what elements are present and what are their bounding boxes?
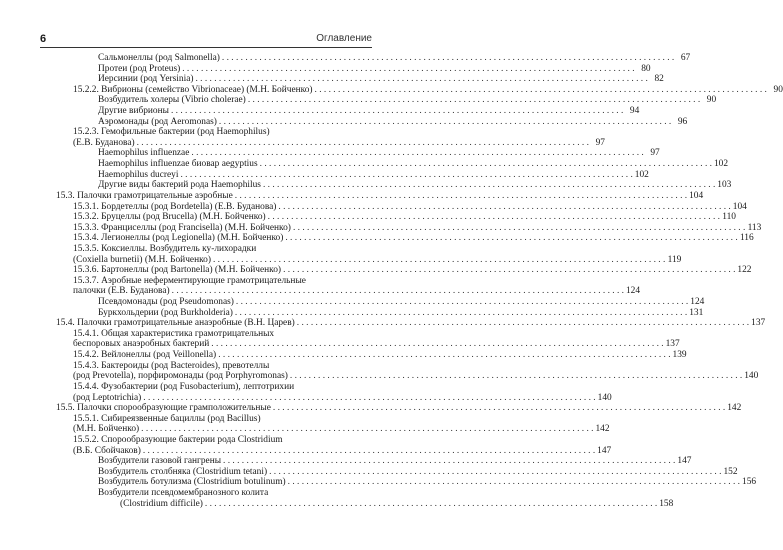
toc-entry-page: 124 (690, 297, 705, 308)
toc-entry-page: 102 (634, 169, 649, 180)
toc-entry[interactable] (56, 137, 605, 149)
toc-entry-title: 15.3.4. Легионеллы (род Legionella) (М.Н. Бойченко) (73, 233, 284, 244)
toc-entry[interactable] (56, 106, 640, 117)
toc-entry-title: 15.4. Палочки грамотрицательные анаэробные (В.Н. Царев) (56, 318, 295, 329)
toc-entry-page: 122 (737, 265, 752, 276)
toc-entry[interactable] (56, 477, 757, 488)
dot-leader (182, 64, 634, 75)
toc-entry[interactable] (56, 63, 651, 75)
dot-leader (180, 170, 632, 181)
toc-entry[interactable] (56, 403, 742, 414)
toc-entry-page: 80 (641, 63, 651, 74)
toc-entry-title: 15.5. Палочки спорообразующие грамположительные (56, 403, 271, 414)
dot-leader (211, 339, 663, 350)
dot-leader (263, 180, 715, 191)
toc-entry-title: 15.4.3. Бактероиды (род Bacteroides), превотеллы (73, 360, 270, 371)
toc-entry-title: 15.3.6. Бартонеллы (род Bartonella) (М.Н. Бойченко) (73, 265, 282, 276)
dot-leader (223, 456, 675, 467)
dot-leader (297, 318, 749, 329)
toc-entry-title: Другие виды бактерий рода Haemophilus (98, 180, 261, 191)
dot-leader (235, 191, 687, 202)
toc-entry-title: 15.4.4. Фузобактерии (род Fusobacterium), лептотрихии (73, 381, 295, 392)
toc-entry-page: 142 (595, 424, 610, 435)
toc-entry-title: 15.3.2. Бруцеллы (род Brucella) (М.Н. Бойченко) (73, 212, 266, 223)
toc-entry[interactable] (56, 84, 783, 96)
toc-entry[interactable] (56, 318, 766, 329)
toc-entry[interactable] (56, 233, 754, 244)
dot-leader (293, 223, 745, 234)
toc-entry-page: 82 (654, 74, 664, 85)
dot-leader (143, 446, 595, 457)
toc-entry-title: Протеи (род Proteus) (98, 63, 181, 74)
toc-entry-page: 104 (732, 201, 747, 212)
toc-entry[interactable] (56, 339, 680, 350)
toc-entry-page: 90 (773, 84, 783, 95)
toc-entry-page: 103 (717, 180, 732, 191)
toc-entry-title: Haemophilus influenzae биовар aegyptius (98, 159, 258, 170)
page-header (0, 0, 412, 52)
toc-entry[interactable] (56, 244, 374, 255)
toc-entry[interactable] (56, 265, 752, 276)
dot-leader (269, 467, 721, 478)
toc-entry-title: палочки (Е.В. Буданова) (73, 286, 170, 297)
toc-entry-page: 97 (650, 148, 660, 159)
toc-entry-title: Сальмонеллы (род Salmonella) (98, 53, 220, 63)
dot-leader (268, 212, 720, 223)
toc-entry[interactable] (56, 424, 610, 435)
toc-entry[interactable] (56, 201, 747, 213)
toc-entry-title: (Clostridium difficile) (120, 498, 203, 509)
toc-entry[interactable] (56, 180, 732, 191)
toc-entry-title: Haemophilus ducreyi (98, 169, 179, 180)
toc-entry[interactable] (56, 254, 682, 266)
dot-leader (278, 202, 730, 213)
toc-entry-page: 110 (722, 212, 736, 223)
toc-entry[interactable] (56, 297, 705, 308)
toc-entry-page: 96 (677, 116, 688, 127)
dot-leader (191, 148, 643, 159)
dot-leader (143, 393, 595, 404)
toc-entry-page: 142 (727, 403, 742, 414)
toc-entry-page: 90 (706, 95, 717, 106)
toc-entry[interactable] (56, 212, 736, 223)
dot-leader (290, 371, 742, 382)
toc-entry-page: 94 (629, 106, 640, 117)
toc-entry[interactable] (56, 329, 374, 340)
toc-entry[interactable] (56, 445, 612, 457)
toc-entry-page: 116 (739, 233, 754, 244)
toc-entry-title: Возбудители газовой гангрены (98, 456, 222, 467)
toc-entry-page: 124 (625, 286, 641, 297)
toc-entry[interactable] (56, 169, 649, 181)
toc-entry-title: (род Prevotella), порфиромонады (род Porphyromonas) (73, 371, 288, 382)
toc-entry-title: Буркхольдерии (род Burkholderia) (98, 307, 233, 318)
dot-leader (213, 255, 665, 266)
toc-entry-page: 158 (659, 498, 674, 509)
toc-entry-page: 137 (751, 318, 766, 329)
dot-leader (222, 53, 674, 64)
toc-entry-title: Псевдомонады (род Pseudomonas) (98, 297, 234, 308)
toc-entry-title: (М.Н. Бойченко) (73, 424, 140, 435)
toc-entry[interactable] (56, 148, 660, 159)
dot-leader (285, 233, 737, 244)
toc-entry[interactable] (56, 414, 374, 425)
toc-entry-title: Другие вибрионы (98, 106, 169, 117)
toc-entry-title: Возбудитель столбняка (Clostridium tetani) (98, 466, 268, 477)
toc-entry-page: 119 (667, 254, 682, 265)
toc-entry-title: (род Leptotrichia) (73, 392, 142, 403)
toc-entry-title: Возбудитель ботулизма (Clostridium botulinum) (98, 477, 286, 488)
toc-entry[interactable] (56, 159, 729, 170)
dot-leader (236, 297, 688, 308)
dot-leader (219, 117, 671, 128)
toc-entry-page: 113 (747, 222, 762, 233)
toc-entry-title: 15.3. Палочки грамотрицательные аэробные (56, 190, 233, 201)
toc-entry[interactable] (56, 127, 374, 138)
dot-leader (195, 74, 647, 85)
toc-entry[interactable] (56, 276, 374, 287)
dot-leader (137, 138, 589, 149)
toc-entry[interactable] (56, 350, 687, 361)
toc-entry-page: 152 (723, 466, 738, 477)
toc-entry[interactable] (56, 498, 674, 510)
dot-leader (248, 95, 700, 106)
table-of-contents (56, 53, 783, 509)
toc-entry[interactable] (56, 74, 664, 85)
toc-entry-page: 102 (713, 159, 729, 170)
toc-entry-page: 137 (665, 339, 680, 350)
toc-entry[interactable] (56, 53, 691, 64)
toc-entry-title: (Е.В. Буданова) (73, 137, 135, 148)
dot-leader (273, 403, 725, 414)
dot-leader (171, 106, 623, 117)
toc-entry-title: 15.3.1. Бордетеллы (род Bordetella) (Е.В. Буданова) (73, 201, 277, 212)
toc-entry-title: 15.2.3. Гемофильные бактерии (род Haemophilus) (73, 127, 270, 138)
toc-entry[interactable] (56, 466, 738, 478)
toc-entry-title: 15.3.3. Франциселлы (род Francisella) (М.Н. Бойченко) (73, 222, 291, 233)
running-title: Оглавление (316, 33, 372, 44)
dot-leader (205, 499, 657, 510)
toc-entry-page: 140 (597, 392, 612, 403)
toc-entry[interactable] (56, 307, 704, 319)
toc-entry-page: 147 (597, 445, 612, 456)
toc-entry[interactable] (56, 392, 612, 404)
dot-leader (283, 265, 735, 276)
toc-entry-page: 104 (689, 190, 704, 201)
dot-leader (218, 350, 670, 361)
toc-entry-title: 15.5.2. Спорообразующие бактерии рода Clostridium (73, 434, 283, 445)
page-number: 6 (40, 33, 47, 45)
toc-entry[interactable] (56, 488, 374, 499)
header-rule (40, 47, 372, 48)
toc-entry[interactable] (56, 116, 688, 128)
toc-entry-title: 15.3.7. Аэробные неферментирующие грамотрицательные (73, 275, 306, 286)
toc-entry-title: (В.Б. Сбойчаков) (73, 445, 141, 456)
toc-entry[interactable] (56, 371, 759, 382)
toc-entry-title: Возбудители псевдомембранозного колита (98, 487, 269, 498)
dot-leader (260, 159, 712, 170)
toc-entry-page: 131 (689, 307, 704, 318)
toc-entry[interactable] (56, 382, 374, 393)
toc-entry-title: (Coxiella burnetii) (М.Н. Бойченко) (73, 254, 211, 265)
toc-entry-title: Haemophilus influenzae (98, 148, 190, 159)
toc-entry-page: 67 (680, 53, 691, 63)
toc-entry-page: 156 (742, 477, 757, 488)
toc-entry-page: 147 (677, 456, 692, 467)
toc-entry-page: 97 (595, 137, 605, 148)
toc-entry-title: 15.4.1. Общая характеристика грамотрицательных (73, 328, 275, 339)
toc-entry[interactable] (56, 435, 374, 446)
toc-entry[interactable] (56, 222, 762, 234)
toc-entry-title: беспоровых анаэробных бактерий (73, 339, 210, 350)
toc-entry-title: 15.3.5. Коксиеллы. Возбудитель ку-лихорадки (73, 243, 257, 254)
toc-entry-page: 140 (744, 371, 759, 382)
dot-leader (235, 308, 687, 319)
toc-entry-title: Аэромонады (род Aeromonas) (98, 116, 217, 127)
toc-entry-title: Возбудитель холеры (Vibrio cholerae) (98, 95, 246, 106)
toc-entry[interactable] (56, 190, 704, 202)
toc-entry-title: 15.2.2. Вибрионы (семейство Vibrionaceae) (М.Н. Бойченко) (73, 84, 313, 95)
toc-entry[interactable] (56, 361, 374, 372)
toc-entry-page: 139 (672, 350, 687, 361)
toc-entry-title: Иерсинии (род Yersinia) (98, 74, 194, 85)
toc-entry[interactable] (56, 456, 692, 467)
toc-entry[interactable] (56, 95, 717, 106)
dot-leader (141, 424, 593, 435)
dot-leader (288, 477, 740, 488)
toc-entry-title: 15.5.1. Сибиреязвенные бациллы (род Bacillus) (73, 413, 261, 424)
dot-leader (172, 286, 624, 297)
toc-entry[interactable] (56, 286, 641, 297)
dot-leader (315, 85, 767, 96)
toc-entry-title: 15.4.2. Вейлонеллы (род Veillonella) (73, 350, 217, 361)
